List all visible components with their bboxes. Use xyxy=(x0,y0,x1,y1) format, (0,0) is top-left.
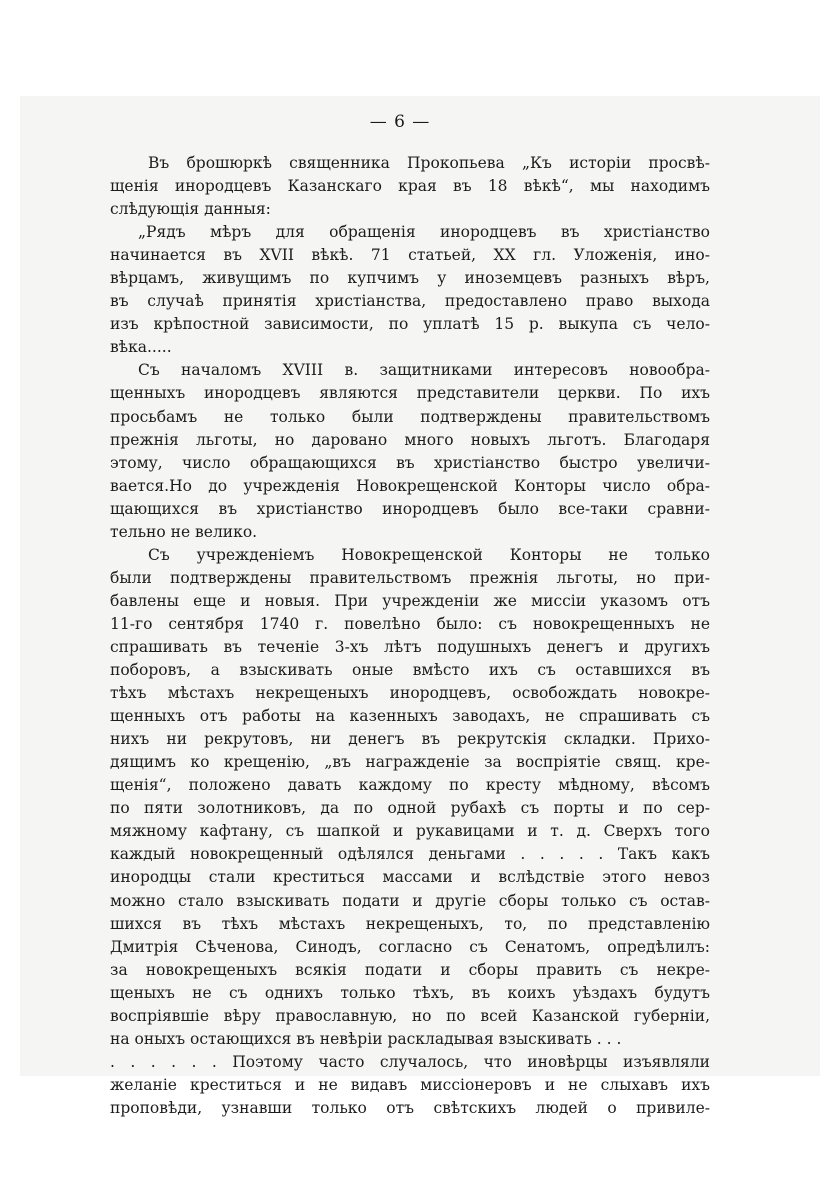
body-text xyxy=(110,152,710,1120)
text-line: Дмитрія Сѣченова, Синодъ, согласно съ Сенатомъ, опредѣлилъ: xyxy=(110,937,710,956)
text-line: щающихся въ христіанство инородцевъ было все-таки сравни- xyxy=(110,499,710,518)
text-line: спрашивать въ теченіе 3-хъ лѣтъ подушныхъ денегъ и другихъ xyxy=(110,637,710,656)
text-line: мяжному кафтану, съ шапкой и рукавицами и т. д. Сверхъ того xyxy=(110,822,710,841)
text-line: на оныхъ остающихся въ невѣріи раскладывая взыскивать . . . xyxy=(110,1029,622,1048)
text-line: каждый новокрещенный одѣлялся деньгами . . . . . Такъ какъ xyxy=(110,845,710,864)
text-line: проповѣди, узнавши только отъ свѣтскихъ людей о привиле- xyxy=(110,1098,710,1117)
text-line: вѣка..... xyxy=(110,338,172,357)
text-line: просьбамъ не только были подтверждены правительствомъ xyxy=(110,407,710,426)
text-line: дящимъ ко крещенію, „въ награжденіе за воспріятіе свящ. кре- xyxy=(110,753,710,772)
text-line: въ случаѣ принятія христіанства, предоставлено право выхода xyxy=(110,292,710,311)
text-line: 11-го сентября 1740 г. повелѣно было: съ новокрещенныхъ не xyxy=(110,614,710,633)
text-line: щенія инородцевъ Казанскаго края въ 18 вѣкѣ“, мы находимъ xyxy=(110,177,710,196)
text-line: щенія“, положено давать каждому по кресту мѣдному, вѣсомъ xyxy=(110,776,710,795)
text-line: можно стало взыскивать подати и другіе сборы только съ остав- xyxy=(110,891,710,910)
text-line: . . . . . . Поэтому часто случалось, что иновѣрцы изъявляли xyxy=(110,1052,710,1071)
text-line: инородцы стали креститься массами и вслѣдствіе этого невоз xyxy=(110,868,710,887)
text-line: щенныхъ отъ работы на казенныхъ заводахъ, не спрашивать съ xyxy=(110,707,710,726)
text-line: изъ крѣпостной зависимости, по уплатѣ 15 р. выкупа съ чело- xyxy=(110,315,710,334)
text-line: щеныхъ не съ однихъ только тѣхъ, въ коихъ уѣздахъ будутъ xyxy=(110,983,710,1002)
text-line: за новокрещеныхъ всякія подати и сборы править съ некре- xyxy=(110,960,710,979)
text-line: Съ началомъ XVIII в. защитниками интересовъ новообра- xyxy=(138,361,710,380)
text-line: этому, число обращающихся въ христіанство быстро увеличи- xyxy=(110,453,710,472)
text-line: Съ учрежденіемъ Новокрещенской Конторы не только xyxy=(148,545,710,564)
text-line: щенныхъ инородцевъ являются представители церкви. По ихъ xyxy=(110,384,710,403)
text-line: желаніе креститься и не видавъ миссіонеровъ и не слыхавъ ихъ xyxy=(110,1075,710,1094)
text-line: поборовъ, а взыскивать оные вмѣсто ихъ съ оставшихся въ xyxy=(110,661,710,680)
text-line: начинается въ XVII вѣкѣ. 71 статьей, XX гл. Уложенія, ино- xyxy=(110,246,710,265)
text-line: были подтверждены правительствомъ прежнія льготы, но при- xyxy=(110,568,710,587)
text-line: по пяти золотниковъ, да по одной рубахѣ съ порты и по сер- xyxy=(110,799,710,818)
text-line: слѣдующія данныя: xyxy=(110,200,271,219)
text-line: Въ брошюркѣ священника Прокопьева „Къ исторіи просвѣ- xyxy=(148,154,710,172)
text-line: тѣхъ мѣстахъ некрещеныхъ инородцевъ, освобождать новокре- xyxy=(110,684,710,703)
text-line: нихъ ни рекрутовъ, ни денегъ въ рекрутскія складки. Прихо- xyxy=(110,730,710,749)
text-line: прежнія льготы, но даровано много новыхъ льготъ. Благодаря xyxy=(110,430,710,449)
text-line: вается.Но до учрежденія Новокрещенской Конторы число обра- xyxy=(110,476,710,495)
page-number: — 6 — xyxy=(369,112,431,132)
text-line: бавлены еще и новыя. При учрежденіи же миссіи указомъ отъ xyxy=(110,591,710,610)
text-line: тельно не велико. xyxy=(110,522,258,541)
text-line: шихся въ тѣхъ мѣстахъ некрещеныхъ, то, по представленію xyxy=(110,914,710,933)
text-line: воспріявшіе вѣру православную, но по всей Казанской губерніи, xyxy=(110,1006,710,1025)
text-line: вѣрцамъ, живущимъ по купчимъ у иноземцевъ разныхъ вѣръ, xyxy=(110,269,710,288)
text-line: „Рядъ мѣръ для обращенія инородцевъ въ христіанство xyxy=(138,223,710,242)
